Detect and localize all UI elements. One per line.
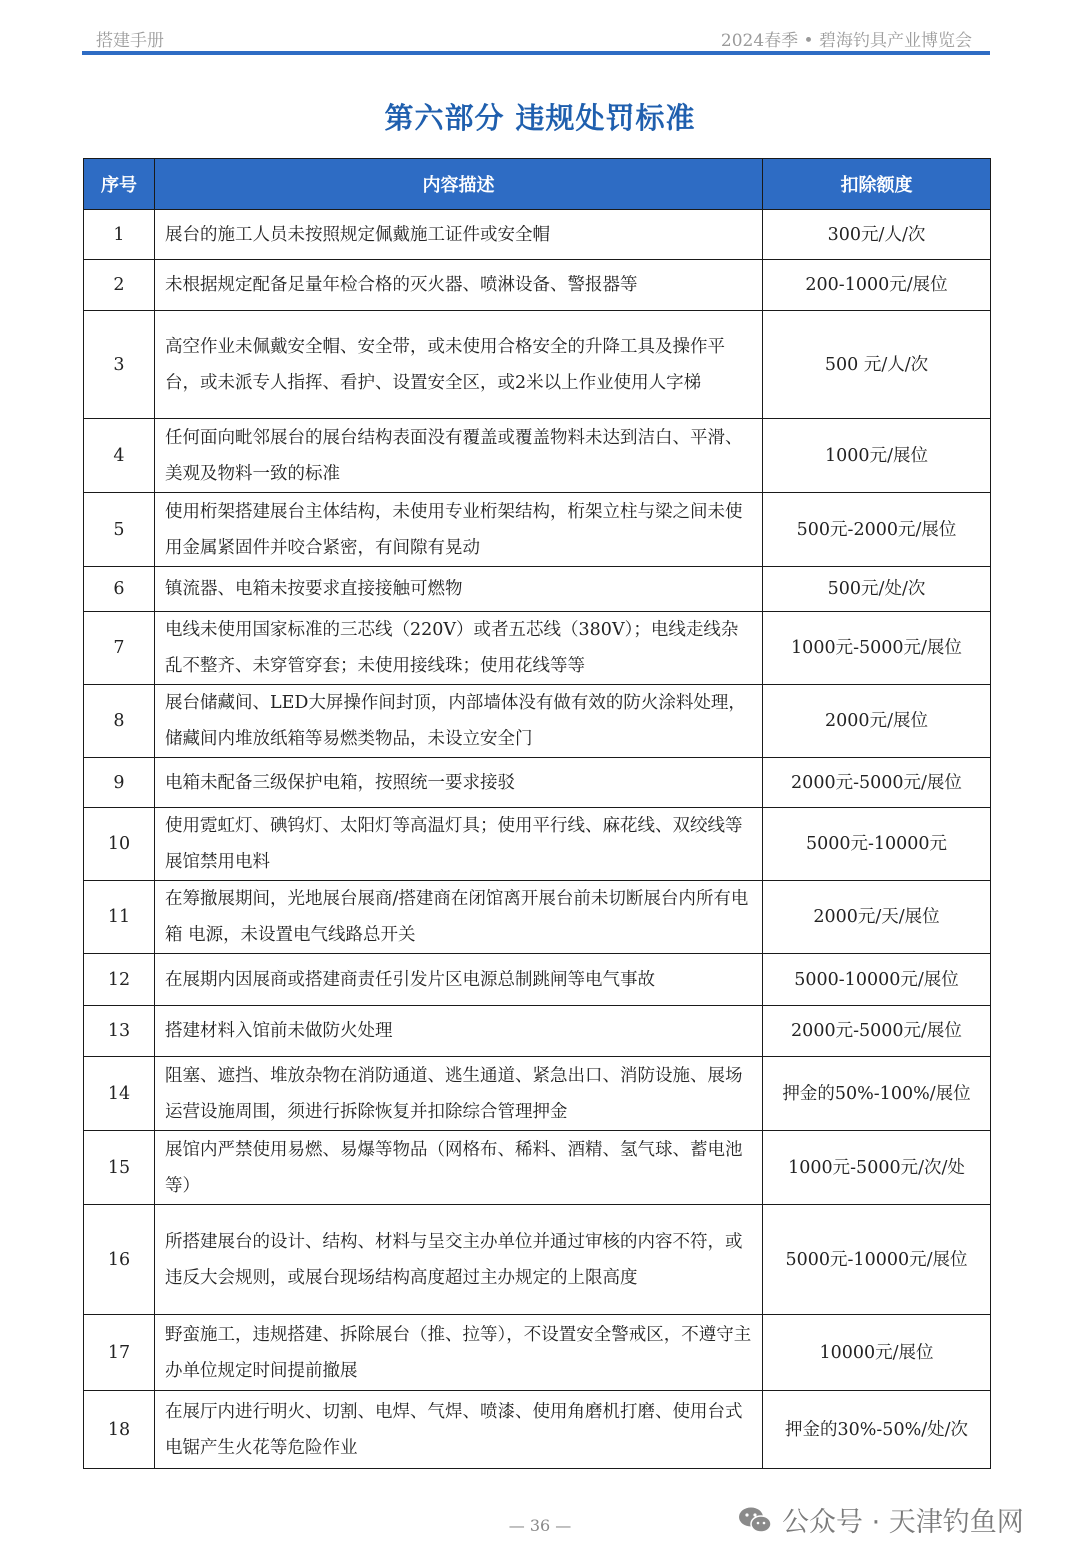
table-header-row xyxy=(84,159,991,210)
watermark xyxy=(738,1500,1024,1539)
table-row xyxy=(84,210,991,260)
row-amount: 1000元-5000元/展位 xyxy=(763,612,991,685)
row-number: 11 xyxy=(84,881,155,954)
row-description: 任何面向毗邻展台的展台结构表面没有覆盖或覆盖物料未达到洁白、平滑、美观及物料一致的标准 xyxy=(155,419,763,493)
row-amount: 1000元-5000元/次/处 xyxy=(763,1131,991,1205)
row-amount: 2000元/展位 xyxy=(763,685,991,758)
row-description: 在展厅内进行明火、切割、电焊、气焊、喷漆、使用角磨机打磨、使用台式电锯产生火花等危险作业 xyxy=(155,1391,763,1469)
row-amount: 5000元-10000元 xyxy=(763,808,991,881)
table-row xyxy=(84,612,991,685)
table-row xyxy=(84,881,991,954)
row-amount: 500元/处/次 xyxy=(763,567,991,612)
row-amount: 300元/人/次 xyxy=(763,210,991,260)
row-description: 搭建材料入馆前未做防火处理 xyxy=(155,1006,763,1057)
row-description: 镇流器、电箱未按要求直接接触可燃物 xyxy=(155,567,763,612)
table-row xyxy=(84,758,991,808)
row-number: 3 xyxy=(84,311,155,419)
table-row xyxy=(84,1131,991,1205)
row-number: 5 xyxy=(84,493,155,567)
row-description: 展台的施工人员未按照规定佩戴施工证件或安全帽 xyxy=(155,210,763,260)
table-row xyxy=(84,567,991,612)
wechat-icon xyxy=(738,1506,772,1534)
table-row xyxy=(84,808,991,881)
row-number: 14 xyxy=(84,1057,155,1131)
header-rule xyxy=(82,51,990,55)
row-number: 12 xyxy=(84,954,155,1006)
row-description: 展馆内严禁使用易燃、易爆等物品（网格布、稀料、酒精、氢气球、蓄电池等） xyxy=(155,1131,763,1205)
header-left-text: 搭建手册 xyxy=(96,31,164,51)
column-header-description: 内容描述 xyxy=(155,159,763,210)
header-right-text: 2024春季 • 碧海钓具产业博览会 xyxy=(720,31,972,51)
penalty-table xyxy=(83,158,991,1469)
page-number: — 36 — xyxy=(508,1516,572,1535)
table-row xyxy=(84,493,991,567)
row-amount: 押金的50%-100%/展位 xyxy=(763,1057,991,1131)
row-amount: 200-1000元/展位 xyxy=(763,260,991,311)
row-amount: 2000元-5000元/展位 xyxy=(763,758,991,808)
row-number: 4 xyxy=(84,419,155,493)
row-description: 高空作业未佩戴安全帽、安全带，或未使用合格安全的升降工具及操作平台，或未派专人指挥、看护、设置安全区，或2米以上作业使用人字梯 xyxy=(155,311,763,419)
table-row xyxy=(84,1006,991,1057)
row-amount: 押金的30%-50%/处/次 xyxy=(763,1391,991,1469)
row-number: 17 xyxy=(84,1315,155,1391)
table-row xyxy=(84,311,991,419)
table-row xyxy=(84,1391,991,1469)
row-description: 电线未使用国家标准的三芯线（220V）或者五芯线（380V）；电线走线杂乱不整齐、未穿管穿套；未使用接线珠；使用花线等等 xyxy=(155,612,763,685)
row-number: 6 xyxy=(84,567,155,612)
row-number: 13 xyxy=(84,1006,155,1057)
row-number: 18 xyxy=(84,1391,155,1469)
row-number: 1 xyxy=(84,210,155,260)
row-description: 使用霓虹灯、碘钨灯、太阳灯等高温灯具；使用平行线、麻花线、双绞线等展馆禁用电料 xyxy=(155,808,763,881)
row-description: 使用桁架搭建展台主体结构，未使用专业桁架结构，桁架立柱与梁之间未使用金属紧固件并咬合紧密，有间隙有晃动 xyxy=(155,493,763,567)
row-amount: 10000元/展位 xyxy=(763,1315,991,1391)
row-amount: 500 元/人/次 xyxy=(763,311,991,419)
row-description: 野蛮施工，违规搭建、拆除展台（推、拉等），不设置安全警戒区，不遵守主办单位规定时间提前撤展 xyxy=(155,1315,763,1391)
row-number: 2 xyxy=(84,260,155,311)
row-description: 展台储藏间、LED大屏操作间封顶，内部墙体没有做有效的防火涂料处理，储藏间内堆放纸箱等易燃类物品，未设立安全门 xyxy=(155,685,763,758)
column-header-amount: 扣除额度 xyxy=(763,159,991,210)
row-description: 电箱未配备三级保护电箱，按照统一要求接驳 xyxy=(155,758,763,808)
row-number: 8 xyxy=(84,685,155,758)
table-row xyxy=(84,260,991,311)
row-description: 未根据规定配备足量年检合格的灭火器、喷淋设备、警报器等 xyxy=(155,260,763,311)
row-amount: 2000元/天/展位 xyxy=(763,881,991,954)
table-row xyxy=(84,954,991,1006)
column-header-number: 序号 xyxy=(84,159,155,210)
table-row xyxy=(84,1057,991,1131)
row-number: 9 xyxy=(84,758,155,808)
page-header xyxy=(82,22,990,52)
row-description: 在展期内因展商或搭建商责任引发片区电源总制跳闸等电气事故 xyxy=(155,954,763,1006)
row-amount: 5000-10000元/展位 xyxy=(763,954,991,1006)
row-amount: 2000元-5000元/展位 xyxy=(763,1006,991,1057)
row-number: 16 xyxy=(84,1205,155,1315)
watermark-text: 公众号 · 天津钓鱼网 xyxy=(782,1507,1024,1538)
table-row xyxy=(84,1315,991,1391)
row-amount: 1000元/展位 xyxy=(763,419,991,493)
row-number: 15 xyxy=(84,1131,155,1205)
row-amount: 5000元-10000元/展位 xyxy=(763,1205,991,1315)
table-row xyxy=(84,419,991,493)
row-description: 在筹撤展期间，光地展台展商/搭建商在闭馆离开展台前未切断展台内所有电箱 电源，未设置电气线路总开关 xyxy=(155,881,763,954)
row-number: 7 xyxy=(84,612,155,685)
row-amount: 500元-2000元/展位 xyxy=(763,493,991,567)
row-number: 10 xyxy=(84,808,155,881)
row-description: 阻塞、遮挡、堆放杂物在消防通道、逃生通道、紧急出口、消防设施、展场运营设施周围，须进行拆除恢复并扣除综合管理押金 xyxy=(155,1057,763,1131)
table-row xyxy=(84,1205,991,1315)
row-description: 所搭建展台的设计、结构、材料与呈交主办单位并通过审核的内容不符，或违反大会规则，或展台现场结构高度超过主办规定的上限高度 xyxy=(155,1205,763,1315)
table-row xyxy=(84,685,991,758)
page-title: 第六部分 违规处罚标准 xyxy=(384,101,696,135)
